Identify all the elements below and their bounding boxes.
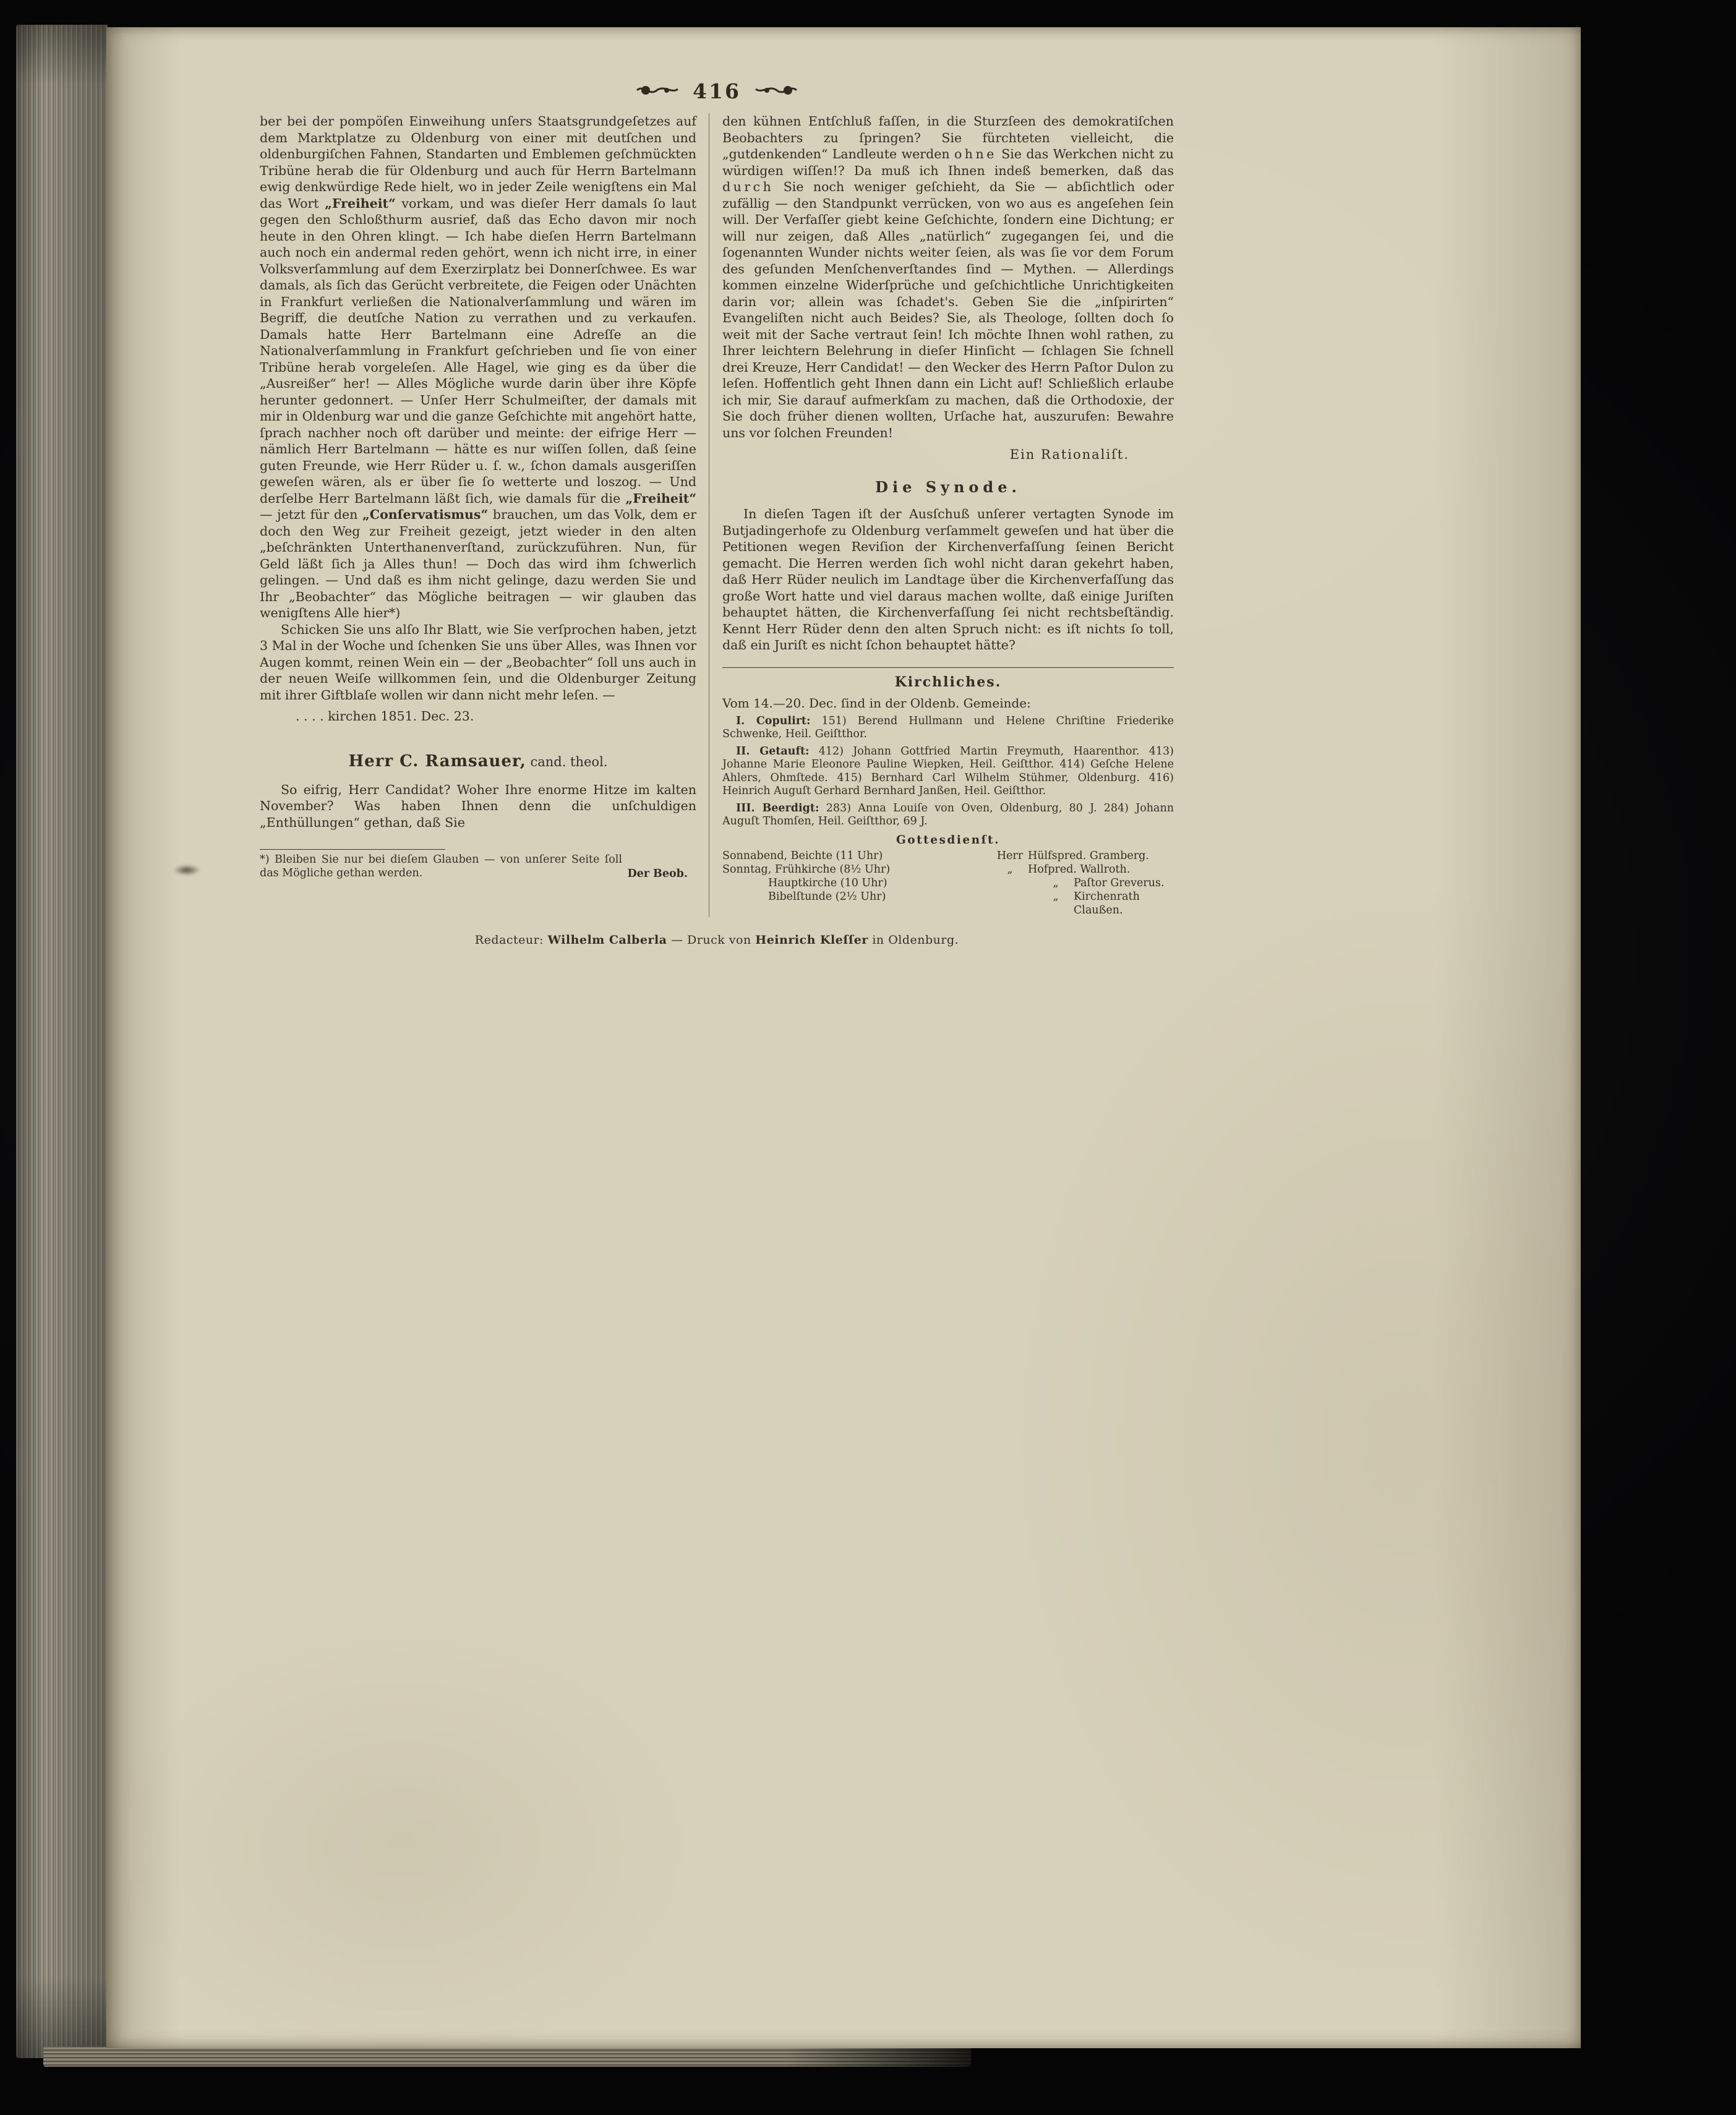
record-text: 283) Anna Louiſe von Oven, Oldenburg, 80 J. 284) Johann Auguſt Thomſen, Heil. Geiſtthor, 69 J.: [722, 801, 1174, 827]
article-author: Herr C. Ramsauer,: [348, 751, 526, 771]
two-column-layout: [260, 113, 1174, 917]
service-row: [722, 849, 1174, 863]
page-header: [260, 79, 1174, 103]
paragraph: ber bei der pompöſen Einweihung unſers Staatsgrundgeſetzes auf dem Marktplatze zu Oldenburg von einer mit deutſchen und oldenburgiſchen Fahnen, Standarten und Emblemen geſchmückten Tribüne herab die für Oldenburg und auch für Herrn Bartelmann ewig denkwürdige Rede hielt, wo in jeder Zeile wenigſtens ein Mal das Wort „Freiheit“ vorkam, und was dieſer Herr damals ſo laut gegen den Schloßthurm ausrief, daß das Echo davon mir noch heute in den Ohren klingt. — Ich habe dieſen Herrn Bartelmann auch noch ein andermal reden gehört, wenn ich nicht irre, in einer Volksverſammlung auf dem Exerzirplatz bei Donnerſchwee. Es war damals, als ſich das Gerücht verbreitete, die Feigen oder Unächten in Frankfurt verließen die Nationalverſammlung und wären im Begriff, die deutſche Nation zu verrathen und zu verkaufen. Damals hatte Herr Bartelmann eine Adreſſe an die Nationalverſammlung in Frankfurt geſchrieben und ſie von einer Tribüne herab vorgeleſen. Alle Hagel, wie ging es da über die „Ausreißer“ her! — Alles Mögliche wurde darin über ihre Köpfe herunter gedonnert. — Unſer Herr Schulmeiſter, der damals mit mir in Oldenburg war und die ganze Geſchichte mit angehört hatte, ſprach nachher noch oft darüber und meinte: der eifrige Herr — nämlich Herr Bartelmann — hätte es nur wiſſen ſollen, daß ſeine guten Freunde, wie Herr Rüder u. ſ. w., ſchon damals ausgeriſſen geweſen wären, als er über ſie ſo wetterte und loszog. — Und derſelbe Herr Bartelmann läßt ſich, wie damals für die „Freiheit“ — jetzt für den „Conſervatismus“ brauchen, um das Volk, dem er doch den Weg zur Freiheit gezeigt, jetzt wieder in den alten „beſchränkten Unterthanenverſtand, zurückzuführen. Nun, für Geld läßt ſich ja Alles thun! — Doch das wird ihm ſchwerlich gelingen. — Und daß es ihm nicht gelinge, dazu werden Sie und Ihr „Beobachter“ das Mögliche beitragen — wir glauben das wenigſtens Alle hier*): [260, 114, 696, 620]
ditto-mark: „: [1053, 876, 1059, 889]
record-text: 151) Berend Hullmann und Helene Chriſtine Friederike Schwenke, Heil. Geiſtthor.: [722, 714, 1174, 740]
kirchliches-intro: Vom 14.—20. Dec. ſind in der Oldenb. Gemeinde:: [722, 695, 1031, 711]
service-time: Hauptkirche (10 Uhr): [768, 876, 887, 889]
section-heading-synode: Die Synode.: [875, 478, 1021, 496]
left-column: [260, 113, 709, 917]
church-record-beerdigt: [722, 802, 1174, 829]
church-record-copulirt: [722, 715, 1174, 741]
text-block: [260, 79, 1174, 947]
article-title-suffix: cand. theol.: [526, 754, 608, 769]
footnote-signature: Der Beob.: [627, 868, 688, 880]
flourish-icon: [755, 83, 798, 100]
dateline: . . . . kirchen 1851. Dec. 23.: [296, 709, 474, 724]
paragraph: So eifrig, Herr Candidat? Woher Ihre enorme Hitze im kalten November? Was haben Ihnen denn die unſchuldigen „Enthüllungen“ gethan, daß Sie: [260, 782, 696, 830]
section-heading-gottesdienst: Gottesdienſt.: [896, 833, 1001, 847]
record-label: III. Beerdigt:: [736, 801, 819, 814]
footnote-rule: [260, 849, 445, 850]
imprint-line: Redacteur: Wilhelm Calberla — Druck von Heinrich Kleſſer in Oldenburg.: [474, 933, 959, 947]
service-time: Sonnabend, Beichte (11 Uhr): [722, 849, 883, 862]
service-time: Bibelſtunde (2¹⁄₂ Uhr): [768, 890, 886, 903]
section-divider-rule: [722, 667, 1174, 668]
service-minister: Hülfspred. Gramberg.: [1028, 849, 1149, 862]
ink-smudge-decoration: [173, 865, 200, 876]
footnote: [260, 849, 696, 880]
author-signature: Ein Rationaliſt.: [1009, 447, 1129, 462]
book-page-stack-left: [16, 25, 108, 2058]
record-label: II. Getauft:: [736, 745, 810, 758]
service-minister: Kirchenrath Claußen.: [1074, 890, 1140, 916]
section-heading-kirchliches: Kirchliches.: [894, 673, 1002, 690]
record-label: I. Copulirt:: [736, 714, 811, 727]
right-column: [709, 113, 1174, 917]
article-heading: [260, 752, 696, 771]
service-minister: Hofpred. Wallroth.: [1028, 863, 1131, 876]
ditto-mark: „: [1053, 890, 1059, 903]
paragraph: den kühnen Entſchluß faſſen, in die Sturzſeen des demokratiſchen Beobachters zu ſpringen? Sie fürchteten vielleicht, die „gutdenkenden“ Landleute werden ohne Sie das Werkchen nicht zu würdigen wiſſen!? Da muß ich Ihnen indeß bemerken, daß das durch Sie noch weniger geſchieht, da Sie — abſichtlich oder zufällig — den Standpunkt verrücken, von wo aus es angeſehen ſein will. Der Verfaſſer giebt keine Geſchichte, ſondern eine Dichtung; er will nur zeigen, daß Alles „natürlich“ zugegangen ſei, und die ſogenannten Wunder nichts weiter ſeien, als was ſie vor dem Forum des geſunden Menſchenverſtandes ſind — Mythen. — Allerdings kommen einzelne Widerſprüche und geſchichtliche Unrichtigkeiten darin vor; allein was ſchadet's. Geben Sie die „inſpirirten“ Evangeliſten nicht auch Beides? Sie, als Theologe, ſollten doch ſo weit mit der Sache vertraut ſein! Ich möchte Ihnen wohl rathen, zu Ihrer leichtern Belehrung in dieſer Hinſicht — ſchlagen Sie ſchnell drei Kreuze, Herr Candidat! — den Wecker des Herrn Paſtor Dulon zu leſen. Hoffentlich geht Ihnen dann ein Licht auf! Schließlich erlaube ich mir, Sie darauf aufmerkſam zu machen, daß die Orthodoxie, der Sie doch früher dienen wollten, Urſache hat, auszurufen: Bewahre uns vor ſolchen Freunden!: [722, 114, 1174, 440]
service-row: [722, 876, 1174, 890]
service-row: [722, 863, 1174, 876]
service-time: Sonntag, Frühkirche (8¹⁄₂ Uhr): [722, 863, 891, 876]
church-record-getauft: [722, 745, 1174, 798]
ditto-mark: „: [1007, 863, 1013, 876]
book-page-stack-bottom: [43, 2047, 971, 2067]
service-minister: Paſtor Greverus.: [1074, 876, 1165, 889]
service-row: [722, 890, 1174, 917]
flourish-icon: [636, 83, 679, 100]
service-title-prefix: Herr: [996, 849, 1024, 862]
page-number: 416: [693, 79, 741, 103]
newspaper-page: [106, 27, 1581, 2048]
record-text: 412) Johann Gottfried Martin Freymuth, Haarenthor. 413) Johanne Marie Eleonore Pauline Wiepken, Heil. Geiſtthor. 414) Geſche Helene Ahlers, Ohmſtede. 415) Bernhard Carl Wilhelm Stühmer, Oldenburg. 416) Heinrich Auguſt Gerhard Bernhard Janßen, Heil. Geiſtthor.: [722, 745, 1174, 797]
paragraph: In dieſen Tagen iſt der Ausſchuß unſerer vertagten Synode im Butjadingerhofe zu Oldenburg verſammelt geweſen und hat über die Petitionen wegen Reviſion der Kirchenverfaſſung ſeinen Bericht gemacht. Die Herren werden ſich wohl nicht daran gekehrt haben, daß Herr Rüder neulich im Landtage über die Kirchenverfaſſung das große Wort hatte und viel daraus machen wollte, daß einige Juriſten behauptet hätten, die Kirchenverfaſſung ſei nicht rechtsbeſtändig. Kennt Herr Rüder denn den alten Spruch nicht: es iſt nichts ſo toll, daß ein Juriſt es nicht ſchon behauptet hätte?: [722, 506, 1174, 652]
footnote-text: *) Bleiben Sie nur bei dieſem Glauben — von unſerer Seite ſoll das Mögliche gethan werden.: [260, 853, 622, 879]
paragraph: Schicken Sie uns alſo Ihr Blatt, wie Sie verſprochen haben, jetzt 3 Mal in der Woche und ſchenken Sie uns über Alles, was Ihnen vor Augen kommt, reinen Wein ein — der „Beobachter“ ſoll uns auch in der neuen Weiſe willkommen ſein, und die Oldenburger Zeitung mit ihrer Giftblaſe wollen wir dann nicht mehr leſen. —: [260, 622, 696, 703]
